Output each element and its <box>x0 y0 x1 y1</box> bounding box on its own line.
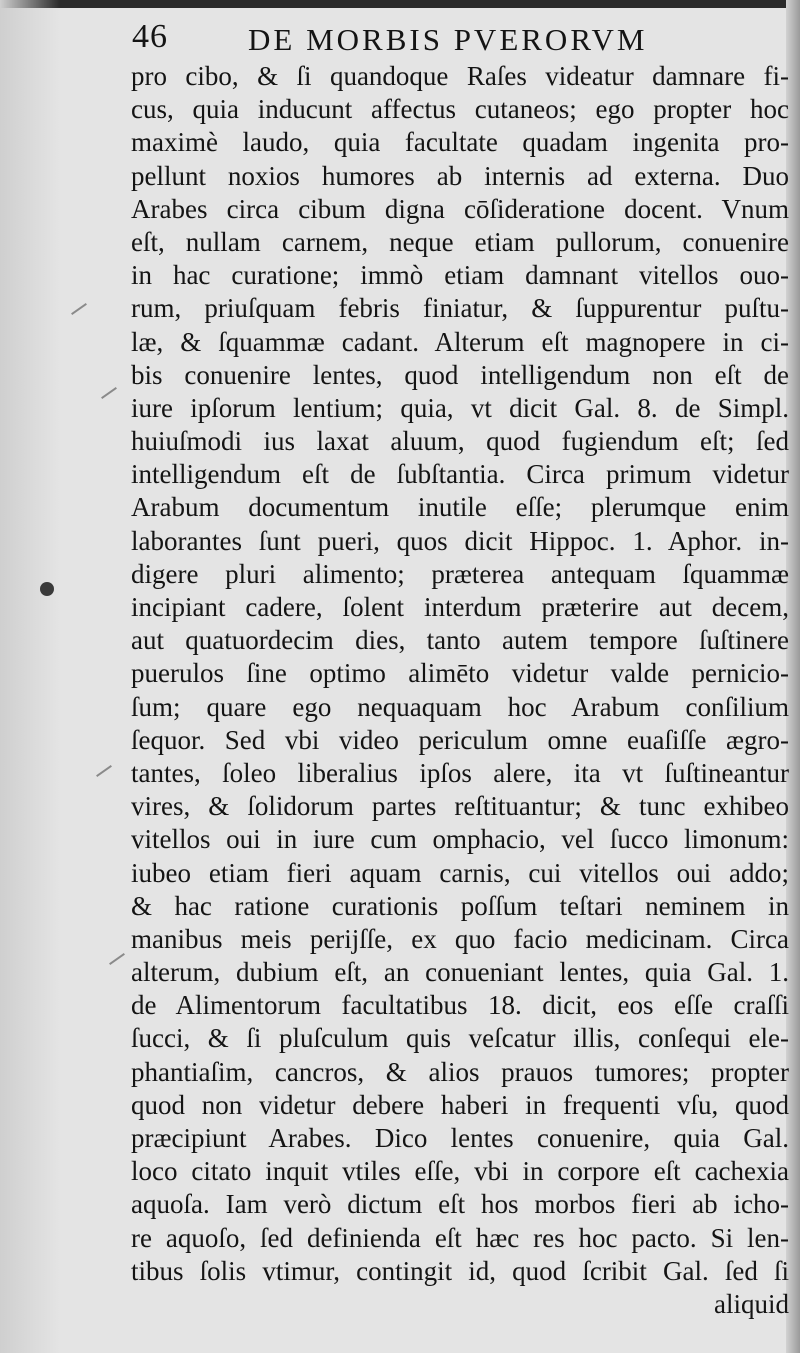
text-line: ſucci, & ſi pluſculum quis veſcatur illis, conſequi ele- <box>131 1023 789 1054</box>
text-line: in hac curatione; immò etiam damnant vitellos ouo- <box>131 260 789 291</box>
text-line: incipiant cadere, ſolent interdum præterire aut decem, <box>131 592 789 622</box>
text-line: digere pluri alimento; præterea antequam ſquammæ <box>131 558 789 589</box>
text-line: laborantes ſunt pueri, quos dicit Hippoc. 1. Aphor. in- <box>131 525 789 556</box>
page-top-edge <box>0 0 800 8</box>
text-line: puerulos ſine optimo alimēto videtur valde pernicio- <box>131 658 789 689</box>
text-line: pro cibo, & ſi quandoque Raſes videatur damnare fi- <box>131 61 789 91</box>
text-line: de Alimentorum facultatibus 18. dicit, eos eſſe craſſi <box>131 990 789 1021</box>
text-line: ſequor. Sed vbi video periculum omne euaſiſſe ægro- <box>131 724 789 755</box>
text-line: rum, priuſquam febris finiatur, & ſuppurentur puſtu- <box>131 293 789 324</box>
page-number: 46 <box>132 18 168 55</box>
text-line: Arabes circa cibum digna cōſideratione docent. Vnum <box>131 193 789 224</box>
text-line: bis conuenire lentes, quod intelligendum non eſt de <box>131 359 789 390</box>
running-title: DE MORBIS PVERORVM <box>248 22 648 57</box>
margin-mark <box>71 303 87 315</box>
text-line: vitellos oui in iure cum omphacio, vel ſucco limonum: <box>131 824 789 855</box>
margin-mark <box>101 387 117 399</box>
text-line: phantiaſim, cancros, & alios prauos tumores; propter <box>131 1056 789 1087</box>
text-line: præcipiunt Arabes. Dico lentes conuenire, quia Gal. <box>131 1123 789 1153</box>
catchword: aliquid <box>714 1288 789 1319</box>
text-line: pellunt noxios humores ab internis ad externa. Duo <box>131 160 789 191</box>
margin-mark <box>96 765 112 777</box>
text-line: & hac ratione curationis poſſum teſtari neminem in <box>131 890 789 921</box>
text-line: re aquoſo, ſed definienda eſt hæc res hoc pacto. Si len- <box>131 1222 789 1253</box>
text-line: læ, & ſquammæ cadant. Alterum eſt magnopere in ci- <box>131 326 789 357</box>
text-line: ſum; quare ego nequaquam hoc Arabum conſilium <box>131 691 789 722</box>
text-line: aut quatuordecim dies, tanto autem tempore ſuſtinere <box>131 625 789 656</box>
text-line: tibus ſolis vtimur, contingit id, quod ſcribit Gal. ſed ſi <box>131 1255 789 1286</box>
text-line: iubeo etiam fieri aquam carnis, cui vitellos oui addo; <box>131 857 789 888</box>
text-line: Arabum documentum inutile eſſe; plerumque enim <box>131 492 789 523</box>
text-line: eſt, nullam carnem, neque etiam pullorum, conuenire <box>131 226 789 257</box>
text-line: quod non videtur debere haberi in frequenti vſu, quod <box>131 1089 789 1120</box>
text-line: vires, & ſolidorum partes reſtituantur; & tunc exhibeo <box>131 791 789 822</box>
text-line: cus, quia inducunt affectus cutaneos; ego propter hoc <box>131 94 789 125</box>
text-line: alterum, dubium eſt, an conueniant lentes, quia Gal. 1. <box>131 957 789 988</box>
text-line: loco citato inquit vtiles eſſe, vbi in corpore eſt cachexia <box>131 1156 789 1187</box>
ink-blot <box>40 582 54 596</box>
margin-mark <box>109 953 125 965</box>
text-line: aquoſa. Iam verò dictum eſt hos morbos fieri ab icho- <box>131 1189 789 1220</box>
text-line: iure ipſorum lentium; quia, vt dicit Gal. 8. de Simpl. <box>131 392 789 423</box>
body-text <box>131 60 789 1321</box>
text-line: maximè laudo, quia facultate quadam ingenita pro- <box>131 127 789 158</box>
text-line: intelligendum eſt de ſubſtantia. Circa primum videtur <box>131 459 789 490</box>
gutter-shadow <box>0 0 60 1353</box>
text-line: huiuſmodi ius laxat aluum, quod fugiendum eſt; ſed <box>131 426 789 457</box>
page-header <box>130 12 770 58</box>
text-line: tantes, ſoleo liberalius ipſos alere, ita vt ſuſtineantur <box>131 757 789 788</box>
text-line: manibus meis perijſſe, ex quo facio medicinam. Circa <box>131 923 789 954</box>
